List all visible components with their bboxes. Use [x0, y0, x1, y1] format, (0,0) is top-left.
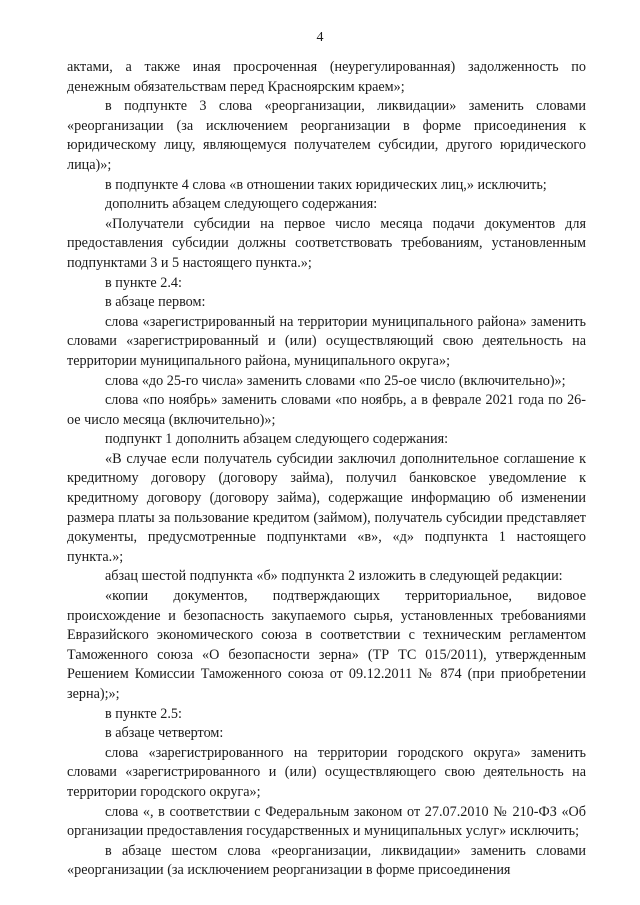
- paragraph: слова «до 25-го числа» заменить словами «по 25-ое число (включительно)»;: [105, 372, 566, 389]
- paragraph: подпункт 1 дополнить абзацем следующего содержания:: [105, 431, 449, 448]
- paragraph: слова «, в соответствии с Федеральным законом от 27.07.2010 № 210-ФЗ «Об организации предоставления государственных и муниципальных услуг» исключить;: [67, 803, 586, 840]
- paragraph: абзац шестой подпункта «б» подпункта 2 изложить в следующей редакции:: [105, 568, 563, 585]
- paragraph: «В случае если получатель субсидии заключил дополнительное соглашение к кредитному договору (договору займа), получил банковское уведомление к кредитному договору (договору займа), содержащие информацию об изменении размера платы за пользование кредитом (займом), получатель субсидии представляет документы, предусмотренные подпунктами «в», «д» подпункта 1 настоящего пункта.»;: [67, 450, 586, 565]
- paragraph: в абзаце первом:: [105, 294, 206, 311]
- paragraph: актами, а также иная просроченная (неурегулированная) задолженность по денежным обязательствам перед Красноярским краем»;: [67, 59, 586, 95]
- paragraph: слова «зарегистрированный на территории муниципального района» заменить словами «зарегистрированный и (или) осуществляющий свою деятельность на территории муниципального района, муниципального округа»;: [67, 313, 586, 369]
- paragraph: в подпункте 4 слова «в отношении таких юридических лиц,» исключить;: [105, 176, 547, 193]
- paragraph: в абзаце четвертом:: [105, 725, 224, 742]
- paragraph: дополнить абзацем следующего содержания:: [105, 196, 378, 213]
- paragraph: «копии документов, подтверждающих территориальное, видовое происхождение и безопасность закупаемого сырья, установленных требованиями Евразийского экономического союза в соответствии с техническим регламентом Таможенного союза «О безопасности зерна» (ТР ТС 015/2011), утвержденным Решением Комиссии Таможенного союза от 09.12.2011 № 874 (при приобретении зерна);»;: [67, 588, 586, 702]
- paragraph: в абзаце шестом слова «реорганизации, ликвидации» заменить словами «реорганизации (за исключением реорганизации в форме присоединения: [67, 842, 586, 879]
- page-number: 4: [316, 30, 324, 45]
- paragraph: в подпункте 3 слова «реорганизации, ликвидации» заменить словами «реорганизации (за исключением реорганизации в форме присоединения к юридическому лицу, являющемуся получателем субсидии, другого юридического лица)»;: [67, 98, 586, 173]
- paragraph: «Получатели субсидии на первое число месяца подачи документов для предоставления субсидии должны соответствовать требованиям, установленным подпунктами 3 и 5 настоящего пункта.»;: [67, 215, 586, 271]
- paragraph: в пункте 2.5:: [105, 705, 182, 722]
- paragraph: в пункте 2.4:: [105, 274, 182, 291]
- paragraph: слова «по ноябрь» заменить словами «по ноябрь, а в феврале 2021 года по 26-ое число месяца (включительно)»;: [67, 392, 586, 428]
- document-body: [67, 58, 586, 881]
- paragraph: слова «зарегистрированного на территории городского округа» заменить словами «зарегистрированного и (или) осуществляющего свою деятельность на территории городского округа»;: [67, 744, 586, 800]
